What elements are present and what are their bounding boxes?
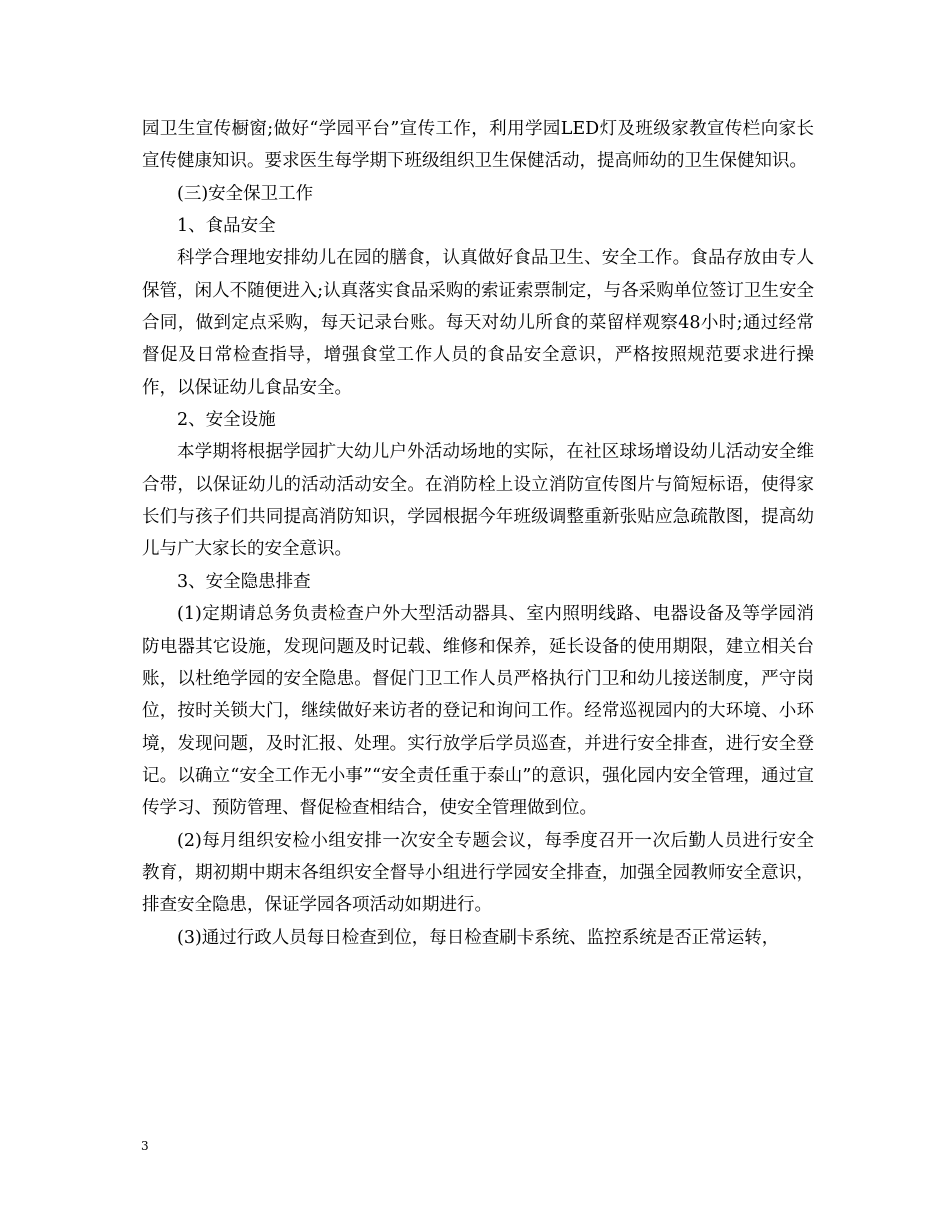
body-text: [142, 113, 814, 954]
paragraph-food-safety: 科学合理地安排幼儿在园的膳食，认真做好食品卫生、安全工作。食品存放由专人保管，闲人不随便进入;认真落实食品采购的索证索票制定，与各采购单位签订卫生安全合同，做到定点采购，每天记录台账。每天对幼儿所食的菜留样观察48小时;通过经常督促及日常检查指导，增强食堂工作人员的食品安全意识，严格按照规范要求进行操作，以保证幼儿食品安全。: [142, 248, 814, 398]
paragraph-safety-facilities: 本学期将根据学园扩大幼儿户外活动场地的实际，在社区球场增设幼儿活动安全维合带，以保证幼儿的活动活动安全。在消防栓上设立消防宣传图片与简短标语，使得家长们与孩子们共同提高消防知识，学园根据今年班级调整重新张贴应急疏散图，提高幼儿与广大家长的安全意识。: [142, 442, 814, 560]
subheading-food-safety: 1、食品安全: [177, 216, 276, 237]
paragraph-health-promotion-continued: 园卫生宣传橱窗;做好“学园平台”宣传工作，利用学园LED灯及班级家教宣传栏向家长宣传健康知识。要求医生每学期下班级组织卫生保健活动，提高师幼的卫生保健知识。: [142, 119, 814, 172]
subheading-hazard-inspection: 3、安全隐患排查: [177, 571, 311, 592]
paragraph-hazard-inspection-2: (2)每月组织安检小组安排一次安全专题会议，每季度召开一次后勤人员进行安全教育，期初期中期末各组织安全督导小组进行学园安全排查，加强全园教师安全意识，排查安全隐患，保证学园各项活动如期进行。: [142, 830, 814, 916]
page-number: 3: [141, 1139, 149, 1153]
subheading-safety-facilities: 2、安全设施: [177, 410, 276, 431]
section-heading-security: (三)安全保卫工作: [177, 183, 314, 204]
paragraph-hazard-inspection-3: (3)通过行政人员每日检查到位，每日检查刷卡系统、监控系统是否正常运转，: [177, 927, 780, 948]
paragraph-hazard-inspection-1: (1)定期请总务负责检查户外大型活动器具、室内照明线路、电器设备及等学园消防电器其它设施，发现问题及时记载、维修和保养，延长设备的使用期限，建立相关台账，以杜绝学园的安全隐患。督促门卫工作人员严格执行门卫和幼儿接送制度，严守岗位，按时关锁大门，继续做好来访者的登记和询问工作。经常巡视园内的大环境、小环境，发现问题，及时汇报、处理。实行放学后学员巡查，并进行安全排查，进行安全登记。以确立“安全工作无小事”“安全责任重于泰山”的意识，强化园内安全管理，通过宣传学习、预防管理、督促检查相结合，使安全管理做到位。: [142, 604, 814, 819]
